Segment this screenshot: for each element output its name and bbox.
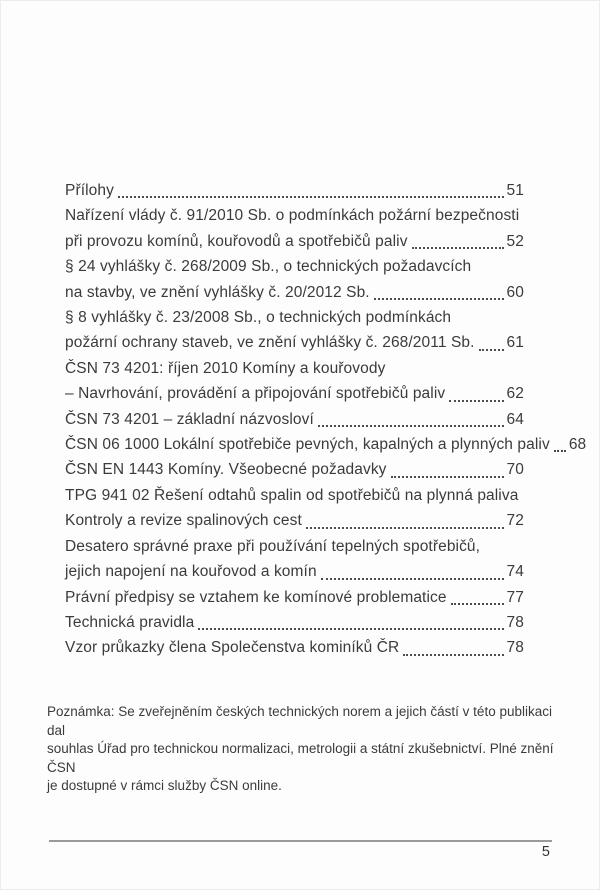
toc-entry	[65, 407, 524, 432]
toc-line	[65, 381, 524, 406]
toc-entry-title: Vzor průkazky člena Společenstva kominíků ČR	[65, 639, 400, 657]
dot-leader	[451, 603, 504, 605]
toc-page-number: 68	[568, 436, 587, 454]
dot-leader	[479, 349, 504, 351]
toc-entry	[65, 432, 587, 457]
toc-entry-title: na stavby, ve znění vyhlášky č. 20/2012 Sb.	[65, 283, 370, 301]
toc-page-number: 52	[506, 232, 524, 250]
toc-line: ČSN 73 4201: říjen 2010 Komíny a kouřovody	[65, 359, 386, 377]
toc-entry-title: požární ochrany staveb, ve znění vyhlášky č. 268/2011 Sb.	[65, 334, 475, 352]
toc-line: TPG 941 02 Řešení odtahů spalin od spotřebičů na plynná paliva	[65, 486, 519, 504]
toc-line: Nařízení vlády č. 91/2010 Sb. o podmínkách požární bezpečnosti	[65, 207, 520, 225]
toc-line	[65, 280, 524, 305]
toc-line: § 24 vyhlášky č. 268/2009 Sb., o technických požadavcích	[65, 258, 472, 276]
toc-line	[65, 559, 524, 584]
page-number: 5	[541, 844, 550, 860]
dot-leader	[391, 476, 504, 478]
toc-entry-title: Právní předpisy se vztahem ke komínové problematice	[65, 588, 447, 606]
toc-entry	[65, 356, 524, 407]
toc-page-number: 64	[506, 410, 524, 428]
toc-page-number: 60	[506, 283, 524, 301]
dot-leader	[412, 247, 504, 249]
toc-line	[65, 610, 524, 635]
toc-entry	[65, 178, 524, 203]
toc-entry	[65, 254, 524, 305]
dot-leader	[449, 400, 503, 402]
dot-leader	[318, 425, 504, 427]
toc-entry-title: jejich napojení na kouřovod a komín	[65, 563, 317, 581]
toc-entry	[65, 534, 524, 585]
toc-page-number: 62	[506, 385, 524, 403]
toc-line	[65, 178, 524, 203]
toc-page-number: 51	[506, 182, 524, 199]
dot-leader	[374, 298, 504, 300]
toc-line	[65, 585, 524, 610]
toc-entry-title: ČSN 73 4201 – základní názvosloví	[65, 410, 314, 428]
toc-line: § 8 vyhlášky č. 23/2008 Sb., o technických podmínkách	[65, 309, 452, 327]
dot-leader	[554, 450, 566, 452]
dot-leader	[306, 527, 504, 529]
toc-entry	[65, 635, 524, 660]
toc-page-number: 72	[506, 512, 524, 530]
toc-page-number: 78	[506, 613, 524, 631]
toc-entry-title: ČSN 06 1000 Lokální spotřebiče pevných, kapalných a plynných paliv	[65, 436, 550, 454]
dot-leader	[403, 654, 503, 656]
toc-entry	[65, 457, 524, 482]
toc-entry-title: Přílohy	[65, 182, 114, 199]
toc-entry-title: Kontroly a revize spalinových cest	[65, 512, 302, 530]
toc-line	[65, 330, 524, 355]
toc-page-number: 77	[506, 588, 524, 606]
toc-line	[65, 229, 524, 254]
toc-page-number: 70	[506, 461, 524, 479]
toc-entry-title: Technická pravidla	[65, 613, 195, 631]
dot-leader	[321, 578, 504, 580]
publication-note	[47, 703, 557, 796]
toc-entry	[65, 483, 524, 534]
toc-line	[65, 635, 524, 660]
toc-entry-title: – Navrhování, provádění a připojování spotřebičů paliv	[65, 385, 446, 403]
toc-entry	[65, 305, 524, 356]
footer-rule	[49, 840, 552, 842]
toc-page-number: 61	[506, 334, 524, 352]
toc-entry	[65, 585, 524, 610]
table-of-contents	[65, 178, 587, 661]
toc-entry-title: ČSN EN 1443 Komíny. Všeobecné požadavky	[65, 461, 387, 479]
toc-page-number: 74	[506, 563, 524, 581]
toc-page-number: 78	[506, 639, 524, 657]
note-line: souhlas Úřad pro technickou normalizaci, metrologii a státní zkušebnictví. Plné znění ČSN	[47, 741, 554, 775]
toc-line	[65, 407, 524, 432]
toc-line	[65, 457, 524, 482]
note-line: je dostupné v rámci služby ČSN online.	[47, 778, 282, 794]
toc-entry	[65, 610, 524, 635]
toc-line	[65, 508, 524, 533]
toc-entry-title: při provozu komínů, kouřovodů a spotřebičů paliv	[65, 232, 408, 250]
dot-leader	[118, 196, 504, 198]
dot-leader	[198, 628, 503, 630]
note-line: Poznámka: Se zveřejněním českých technických norem a jejich částí v této publikaci dal	[47, 704, 552, 738]
toc-line	[65, 432, 587, 457]
toc-line: Desatero správné praxe při používání tepelných spotřebičů,	[65, 537, 481, 555]
toc-entry	[65, 203, 524, 254]
